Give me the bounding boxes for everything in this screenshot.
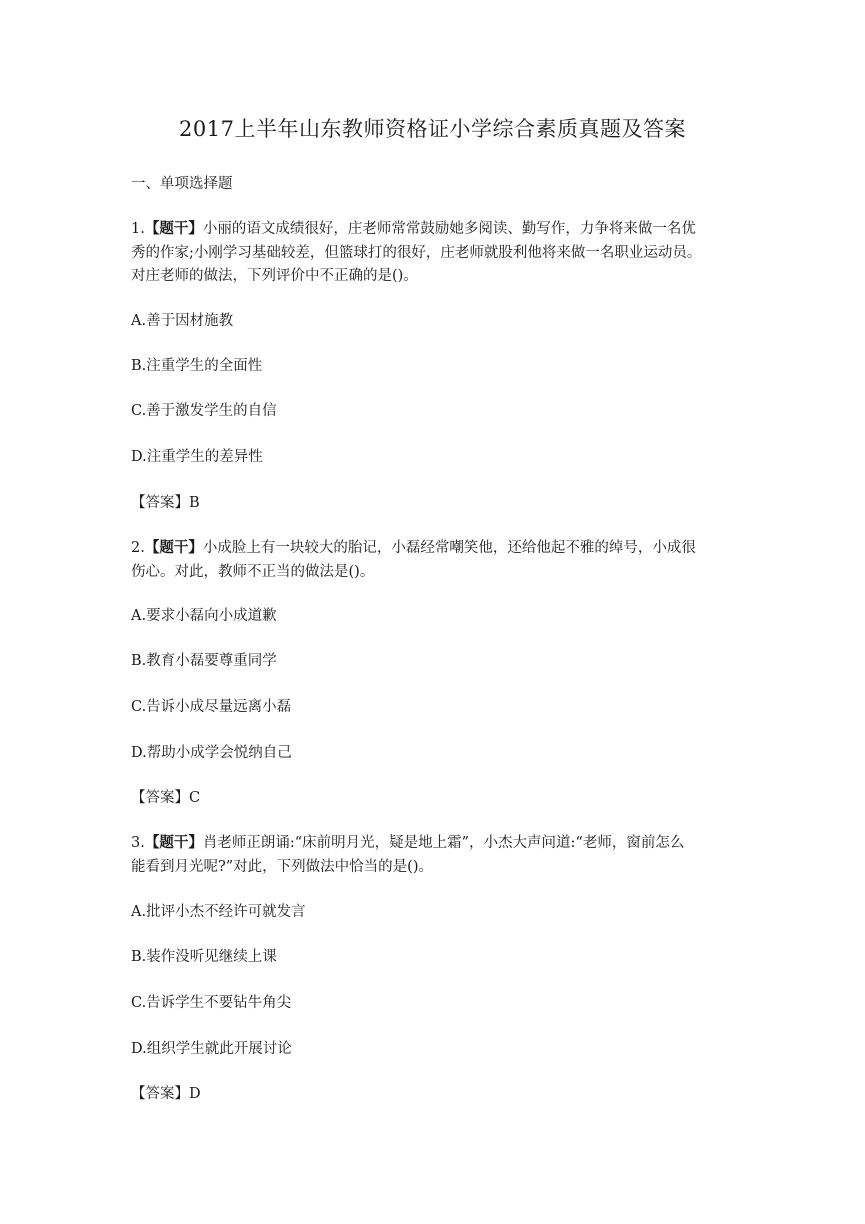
question-3-answer — [131, 1083, 741, 1105]
document-title: 2017上半年山东教师资格证小学综合素质真题及答案 — [179, 117, 686, 141]
question-stem-line-3: 对庄老师的做法，下列评价中不正确的是()。 — [131, 268, 418, 284]
question-3-option-b: B.装作没听见继续上课 — [131, 949, 277, 965]
answer-tag: 【答案】 — [131, 495, 189, 511]
question-3-option-d: D.组织学生就此开展讨论 — [131, 1041, 292, 1057]
question-2-option-a: A.要求小磊向小成道歉 — [131, 608, 277, 624]
question-2-stem — [131, 536, 741, 584]
question-stem-line-2: 秀的作家;小刚学习基础较差，但篮球打的很好，庄老师就股利他将来做一名职业运动员。 — [131, 244, 702, 261]
answer-value: D — [189, 1086, 201, 1102]
question-2-answer — [131, 787, 741, 809]
question-1-stem — [131, 217, 741, 289]
question-3-option-a: A.批评小杰不经许可就发言 — [131, 904, 306, 920]
question-stem-line-1: 1.【题干】小丽的语文成绩很好，庄老师常常鼓励她多阅读、勤写作，力争将来做一名优 — [131, 220, 696, 237]
question-3-option-c: C.告诉学生不要钻牛角尖 — [131, 995, 292, 1011]
question-2-option-b: B.教育小磊要尊重同学 — [131, 653, 277, 669]
stem-tag: 【题干】 — [144, 834, 203, 851]
answer-value: B — [189, 495, 200, 511]
stem-tag: 【题干】 — [144, 220, 203, 237]
question-3-stem — [131, 831, 741, 879]
question-1-option-c: C.善于激发学生的自信 — [131, 403, 277, 419]
answer-tag: 【答案】 — [131, 1086, 189, 1102]
question-1-option-a: A.善于因材施教 — [131, 313, 234, 329]
question-stem-line-1: 3.【题干】肖老师正朗诵:“床前明月光，疑是地上霜”，小杰大声问道:“老师，窗前怎么 — [131, 834, 685, 851]
question-number: 1. — [131, 221, 145, 237]
answer-tag: 【答案】 — [131, 790, 189, 806]
answer-value: C — [189, 790, 201, 806]
question-stem-line-2: 伤心。对此，教师不正当的做法是()。 — [131, 563, 375, 580]
question-stem-line-2: 能看到月光呢?”对此，下列做法中恰当的是()。 — [131, 858, 433, 875]
section-heading: 一、单项选择题 — [131, 176, 233, 192]
question-1-option-d: D.注重学生的差异性 — [131, 449, 263, 465]
question-stem-line-1: 2.【题干】小成脸上有一块较大的胎记，小磊经常嘲笑他，还给他起不雅的绰号，小成很 — [131, 539, 696, 556]
question-1-option-b: B.注重学生的全面性 — [131, 358, 263, 374]
stem-tag: 【题干】 — [144, 539, 203, 556]
question-number: 2. — [131, 540, 145, 556]
question-number: 3. — [131, 835, 145, 851]
question-2-option-d: D.帮助小成学会悦纳自己 — [131, 745, 292, 761]
question-2-option-c: C.告诉小成尽量远离小磊 — [131, 699, 292, 715]
question-1-answer — [131, 492, 741, 514]
